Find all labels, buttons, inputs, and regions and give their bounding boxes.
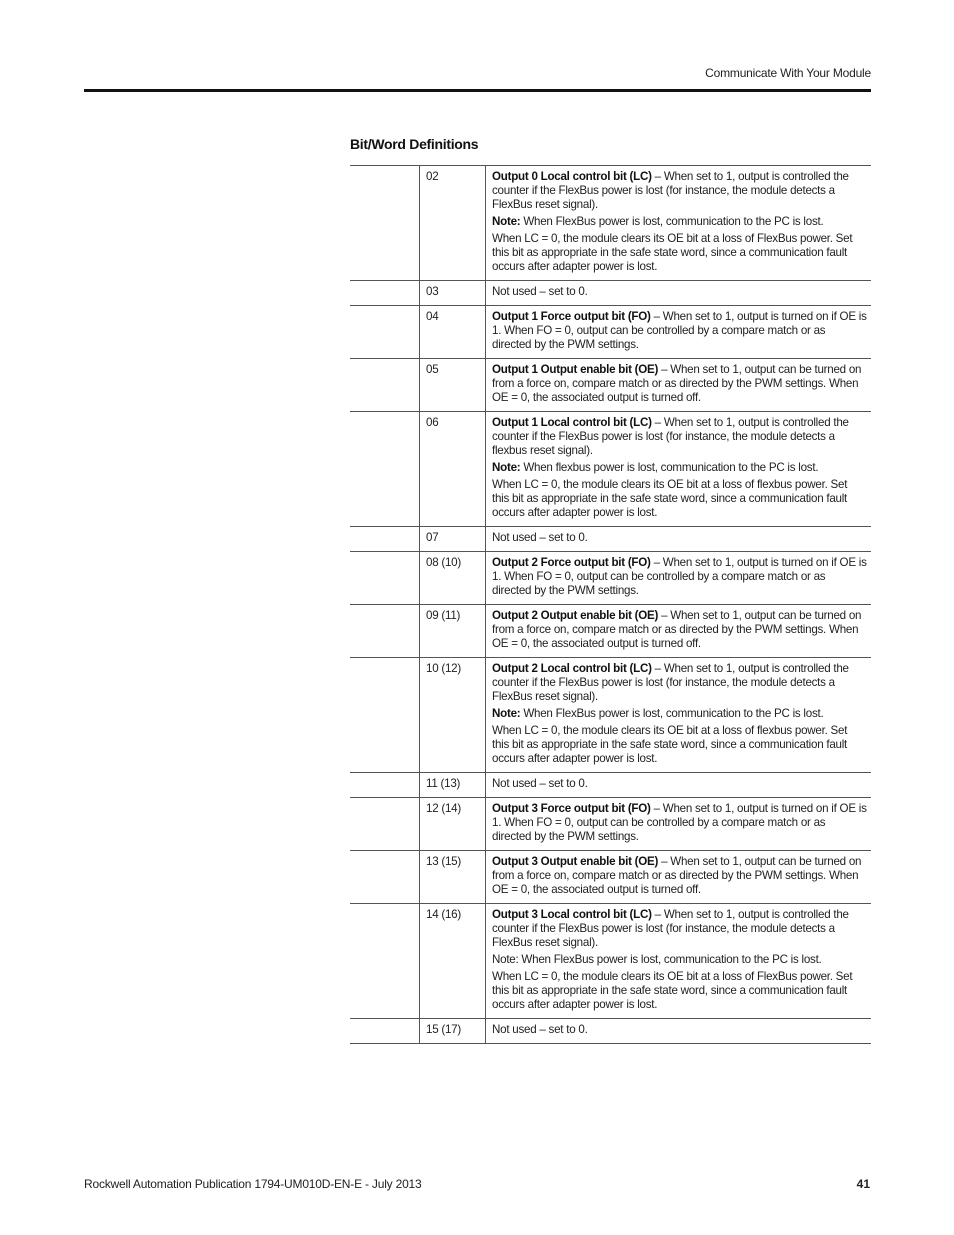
definition-text: When LC = 0, the module clears its OE bit at a loss of flexbus power. Set this bit as appropriate in the safe state word, since a communication fault occurs after adapter power is lost. [492, 724, 848, 765]
definition-term: Note: [492, 707, 521, 720]
definition-paragraph [492, 609, 867, 651]
definition-cell [486, 306, 872, 359]
definition-text: – When set to 1, output is controlled the counter if the FlexBus power is lost (for instance, the module detects a FlexBus reset signal). [492, 908, 849, 949]
definition-text: Not used – set to 0. [492, 531, 588, 544]
table-row [350, 359, 871, 412]
header-rule [84, 89, 871, 92]
definition-text: When flexbus power is lost, communication to the PC is lost. [520, 461, 819, 474]
bit-cell: 08 (10) [420, 552, 486, 605]
table-row [350, 281, 871, 306]
table-row [350, 851, 871, 904]
definition-cell [486, 527, 872, 552]
definition-cell [486, 1019, 872, 1044]
definition-text: Not used – set to 0. [492, 285, 588, 298]
definition-text: – When set to 1, output is turned on if OE is 1. When FO = 0, output can be controlled by a compare match or as directed by the PWM settings. [492, 802, 867, 843]
definition-paragraph [492, 802, 867, 844]
word-cell [350, 773, 420, 798]
table-row [350, 798, 871, 851]
word-cell [350, 166, 420, 281]
definition-text: – When set to 1, output is controlled the counter if the FlexBus power is lost (for instance, the module detects a flexbus reset signal). [492, 416, 849, 457]
word-cell [350, 851, 420, 904]
definition-text: – When set to 1, output can be turned on from a force on, compare match or as directed by the PWM settings. When OE = 0, the associated output is turned off. [492, 855, 862, 896]
definition-term: Output 2 Output enable bit (OE) [492, 609, 659, 622]
bit-cell: 10 (12) [420, 658, 486, 773]
table-row [350, 658, 871, 773]
definition-text: – When set to 1, output is turned on if OE is 1. When FO = 0, output can be controlled by a compare match or as directed by the PWM settings. [492, 310, 867, 351]
table-row [350, 166, 871, 281]
word-cell [350, 658, 420, 773]
definition-text: – When set to 1, output is turned on if OE is 1. When FO = 0, output can be controlled by a compare match or as directed by the PWM settings. [492, 556, 867, 597]
table-row [350, 904, 871, 1019]
definition-text: When LC = 0, the module clears its OE bit at a loss of flexbus power. Set this bit as appropriate in the safe state word, since a communication fault occurs after adapter power is lost. [492, 478, 848, 519]
definition-text: When FlexBus power is lost, communication to the PC is lost. [520, 707, 824, 720]
definition-term: Output 2 Local control bit (LC) [492, 662, 652, 675]
definition-text: – When set to 1, output is controlled the counter if the FlexBus power is lost (for instance, the module detects a FlexBus reset signal). [492, 662, 849, 703]
definition-paragraph [492, 531, 867, 545]
word-cell [350, 412, 420, 527]
definition-paragraph [492, 1023, 867, 1037]
word-cell [350, 798, 420, 851]
publication-footer: Rockwell Automation Publication 1794-UM010D-EN-E - July 2013 [84, 1177, 422, 1191]
table-row [350, 306, 871, 359]
definition-paragraph [492, 855, 867, 897]
definition-paragraph [492, 170, 867, 212]
bit-cell: 11 (13) [420, 773, 486, 798]
bit-cell: 05 [420, 359, 486, 412]
definition-term: Output 1 Local control bit (LC) [492, 416, 652, 429]
section-title: Bit/Word Definitions [350, 136, 479, 152]
table-row [350, 773, 871, 798]
definition-cell [486, 798, 872, 851]
definition-text: When LC = 0, the module clears its OE bit at a loss of FlexBus power. Set this bit as appropriate in the safe state word, since a communication fault occurs after adapter power is lost. [492, 970, 853, 1011]
definition-paragraph [492, 416, 867, 458]
definition-cell [486, 851, 872, 904]
word-cell [350, 1019, 420, 1044]
bit-cell: 02 [420, 166, 486, 281]
definition-cell [486, 359, 872, 412]
definition-paragraph [492, 707, 867, 721]
table-row [350, 1019, 871, 1044]
definition-term: Output 1 Force output bit (FO) [492, 310, 651, 323]
definition-paragraph [492, 215, 867, 229]
word-cell [350, 281, 420, 306]
definition-text: Not used – set to 0. [492, 1023, 588, 1036]
definition-term: Note: [492, 461, 521, 474]
table-row [350, 605, 871, 658]
page-number: 41 [856, 1177, 870, 1191]
definition-term: Output 2 Force output bit (FO) [492, 556, 651, 569]
bit-cell: 13 (15) [420, 851, 486, 904]
definition-cell [486, 552, 872, 605]
definition-paragraph [492, 953, 867, 967]
definition-text: – When set to 1, output is controlled the counter if the FlexBus power is lost (for instance, the module detects a FlexBus reset signal). [492, 170, 849, 211]
table-row [350, 527, 871, 552]
definition-paragraph [492, 461, 867, 475]
definition-paragraph [492, 724, 867, 766]
definition-text: Not used – set to 0. [492, 777, 588, 790]
definition-text: – When set to 1, output can be turned on from a force on, compare match or as directed by the PWM settings. When OE = 0, the associated output is turned off. [492, 363, 862, 404]
definition-paragraph [492, 285, 867, 299]
bit-definitions-table [350, 165, 871, 1044]
bit-cell: 03 [420, 281, 486, 306]
definition-cell [486, 658, 872, 773]
definition-term: Output 0 Local control bit (LC) [492, 170, 652, 183]
definition-paragraph [492, 232, 867, 274]
definition-paragraph [492, 777, 867, 791]
definition-paragraph [492, 556, 867, 598]
definition-term: Output 3 Force output bit (FO) [492, 802, 651, 815]
definition-cell [486, 281, 872, 306]
definition-cell [486, 412, 872, 527]
table-body [350, 166, 871, 1044]
definition-cell [486, 605, 872, 658]
definition-paragraph [492, 310, 867, 352]
definition-cell [486, 773, 872, 798]
word-cell [350, 306, 420, 359]
word-cell [350, 904, 420, 1019]
definition-text: When FlexBus power is lost, communication to the PC is lost. [520, 215, 824, 228]
table-row [350, 412, 871, 527]
word-cell [350, 359, 420, 412]
word-cell [350, 552, 420, 605]
running-head: Communicate With Your Module [705, 66, 871, 80]
bit-cell: 15 (17) [420, 1019, 486, 1044]
definition-cell [486, 166, 872, 281]
bit-cell: 14 (16) [420, 904, 486, 1019]
definition-term: Output 3 Output enable bit (OE) [492, 855, 659, 868]
definition-term: Output 3 Local control bit (LC) [492, 908, 652, 921]
table-row [350, 552, 871, 605]
definition-paragraph [492, 363, 867, 405]
definition-paragraph [492, 970, 867, 1012]
definition-cell [486, 904, 872, 1019]
bit-cell: 09 (11) [420, 605, 486, 658]
bit-cell: 12 (14) [420, 798, 486, 851]
definition-paragraph [492, 662, 867, 704]
definition-paragraph [492, 908, 867, 950]
bit-cell: 04 [420, 306, 486, 359]
definition-term: Note: [492, 215, 521, 228]
word-cell [350, 527, 420, 552]
definition-text: Note: When FlexBus power is lost, communication to the PC is lost. [492, 953, 822, 966]
definition-text: When LC = 0, the module clears its OE bit at a loss of FlexBus power. Set this bit as appropriate in the safe state word, since a communication fault occurs after adapter power is lost. [492, 232, 853, 273]
word-cell [350, 605, 420, 658]
definition-paragraph [492, 478, 867, 520]
bit-cell: 06 [420, 412, 486, 527]
bit-cell: 07 [420, 527, 486, 552]
definition-term: Output 1 Output enable bit (OE) [492, 363, 659, 376]
definition-text: – When set to 1, output can be turned on from a force on, compare match or as directed by the PWM settings. When OE = 0, the associated output is turned off. [492, 609, 862, 650]
